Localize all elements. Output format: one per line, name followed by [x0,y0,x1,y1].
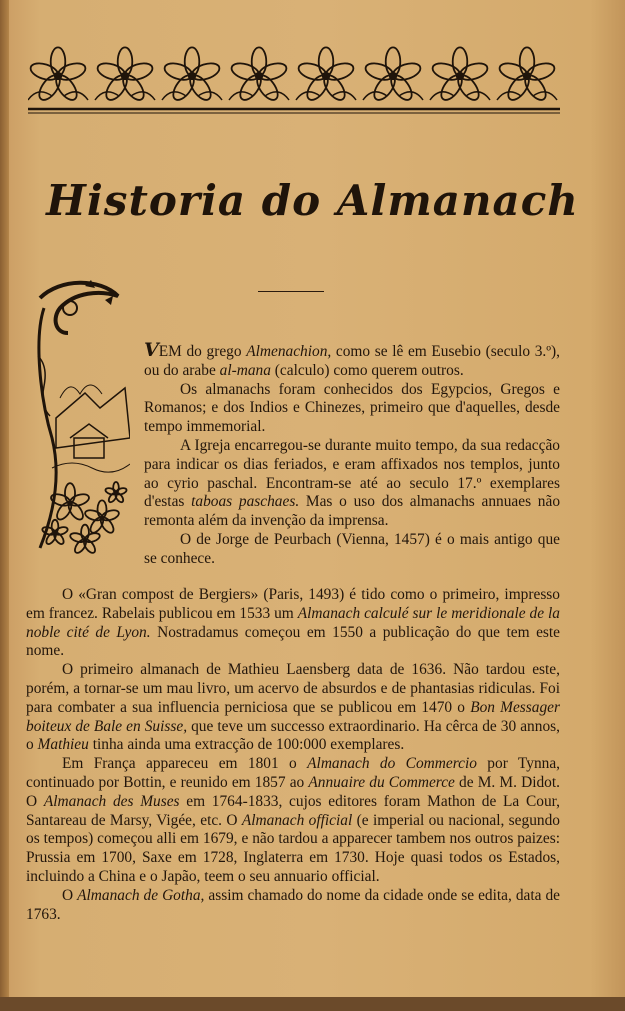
italic-run: Almenachion, [246,343,332,360]
text-run: como se lê em Eusebio (seculo 3.º), ou do arabe [144,343,561,379]
italic-run: Almanach calculé sur le meridionale de la noble cité de Lyon. [26,604,560,641]
text-run: (e imperial ou nacional, segundo os tempos) começou alli em 1679, e não tardou a apparecer tambem nos outros paizes: Prussia em 1700, Saxe em 1728, Inglaterra em 1730. Hoje quasi todos os Estados, incluindo a China e o Japão, teem o seu annuario official. [26,811,560,885]
text-run: Os almanachs foram conhecidos dos Egypcios, Gregos e Romanos; e dos Indios e Chinezes, primeiro que d'aquelles, desde tempo immemorial. [144,380,560,436]
text-run: assim chamado do nome da cidade onde se edita, data de 1763. [26,886,561,923]
text-run: O primeiro almanach de Mathieu Laensberg data de 1636. Não tardou este, porém, a tornar-se um mau livro, um acervo de absurdos e de phantasias ridiculas. Foi para combater a sua influencia perniciosa que se publicou em 1470 o [26,661,560,716]
text-run: O «Gran compost de Bergiers» (Paris, 1493) é tido como o primeiro, impresso em francez. Rabelais publicou em 1533 um [26,586,560,622]
text-run: O [62,886,78,904]
title-divider [258,291,324,292]
text-run: Em França appareceu em 1801 o [62,755,308,773]
paragraph [144,437,560,531]
italic-run: Mathieu [37,736,89,754]
main-body-text [26,586,560,924]
text-run: por Tynna, continuado por Bottin, e reunido em 1857 ao [26,755,561,791]
italic-run: Annuaire du Commerce [308,773,455,791]
text-run: que teve um successo extraordinario. Ha cêrca de 30 annos, o [26,717,560,754]
text-run: O de Jorge de Peurbach (Vienna, 1457) é o mais antigo que se conhece. [144,530,560,567]
dropcap-letter: V [144,339,159,361]
paragraph [144,381,560,437]
text-run: de M. M. Didot. O [26,773,560,810]
text-run: EM do grego [158,343,247,360]
paragraph [144,531,560,569]
page-bottom-edge [0,997,625,1011]
italic-run: al-mana [219,361,271,379]
italic-run: taboas paschaes. [191,493,300,511]
text-run: A Igreja encarregou-se durante muito tempo, da sua redacção para indicar os dias feriados, e eram affixados nos templos, junto ao cyrio paschal. Encontram-se até ao seculo 17.º exemplares d'estas [144,436,560,511]
italic-run: Almanach des Muses [43,792,180,810]
floral-header-ornament [28,40,560,118]
text-run: Nostradamus começou em 1550 a publicação do que tem este nome. [26,623,560,660]
italic-run: Almanach do Commercio [307,755,477,773]
text-run: Mas o uso dos almanachs annuaes não remonta além da invenção da imprensa. [144,493,561,530]
page-spine [0,0,9,1011]
paragraph [26,887,560,925]
italic-run: Almanach de Gotha, [77,886,205,904]
paragraph [26,661,560,755]
paragraph [144,341,560,381]
paragraph [26,755,560,887]
decorated-initial-illustration [30,278,130,568]
text-run: (calculo) como querem outros. [270,361,464,379]
paragraph [26,586,560,661]
page-title: Historia do Almanach [46,176,579,225]
text-run: em 1764-1833, cujos editores foram Mathon de La Cour, Santareau de Marsy, Vigée, etc. O [26,792,560,829]
intro-column-text [144,341,560,569]
text-run: tinha ainda uma extracção de 100:000 exemplares. [88,736,405,754]
italic-run: Bon Messager boiteux de Bale en Suisse, [26,698,560,735]
italic-run: Almanach official [241,811,353,829]
